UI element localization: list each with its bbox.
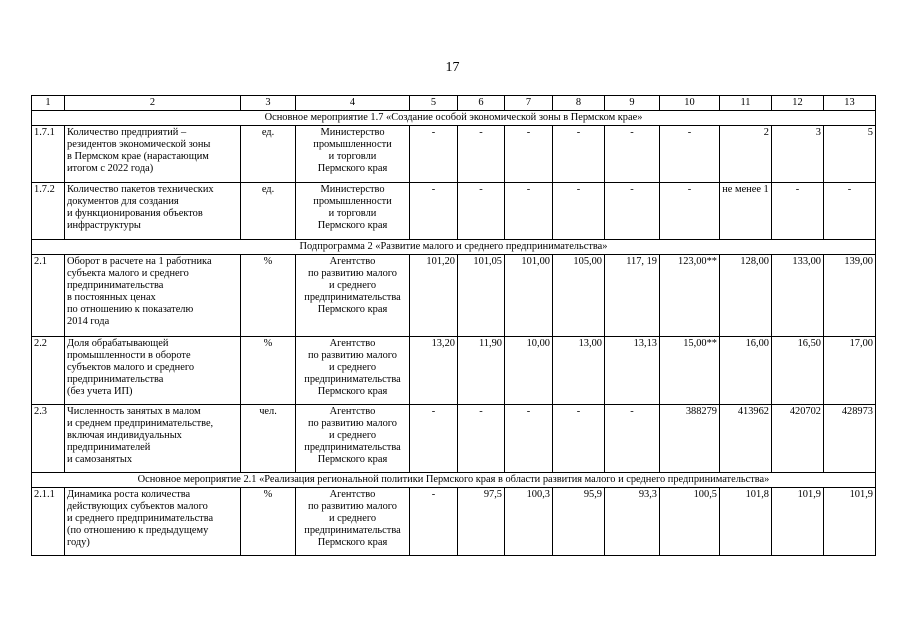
value-cell: - — [605, 126, 660, 183]
executor-line: предпринимательства — [304, 524, 401, 536]
executor-line: промышленности — [313, 138, 392, 150]
indicator-name-line: по отношению к показателю — [67, 303, 194, 315]
executor-line: промышленности — [313, 195, 392, 207]
executor-line: Министерство — [320, 127, 385, 138]
table-row — [32, 183, 876, 240]
executor-line: и среднего — [328, 279, 377, 291]
indicator-number: 1.7.1 — [32, 126, 65, 183]
value-cell: 13,13 — [605, 337, 660, 405]
executor-line: по развитию малого — [308, 349, 397, 361]
header-cell: 2 — [65, 96, 241, 111]
value-cell: 388279 — [660, 405, 720, 473]
value-cell: 3 — [772, 126, 824, 183]
indicator-name-line: резидентов экономической зоны — [67, 138, 211, 150]
indicator-name — [65, 255, 241, 337]
executor-line: Пермского края — [317, 219, 388, 231]
value-cell: 105,00 — [553, 255, 605, 337]
value-cell: 101,8 — [720, 488, 772, 556]
value-cell: - — [505, 126, 553, 183]
indicator-name-line: и среднего предпринимательства — [67, 512, 214, 524]
indicator-name-line: 2014 года — [67, 315, 110, 327]
executor-line: и среднего — [328, 512, 377, 524]
value-cell: 101,20 — [410, 255, 458, 337]
indicator-name-line: действующих субъектов малого — [67, 500, 208, 512]
indicator-name-line: включая индивидуальных — [67, 429, 182, 441]
indicator-name-line: промышленности в обороте — [67, 349, 191, 361]
value-cell: 100,3 — [505, 488, 553, 556]
executor-line: Агентство — [329, 256, 376, 267]
indicators-table — [31, 95, 876, 556]
value-cell: - — [824, 183, 876, 240]
unit-cell: чел. — [241, 405, 296, 473]
value-cell: 95,9 — [553, 488, 605, 556]
indicator-name — [65, 183, 241, 240]
indicator-name — [65, 405, 241, 473]
section-row — [32, 240, 876, 255]
value-cell: 101,05 — [458, 255, 505, 337]
value-cell: - — [505, 183, 553, 240]
executor-line: Агентство — [329, 338, 376, 349]
value-cell: 101,9 — [824, 488, 876, 556]
executor-line: по развитию малого — [308, 267, 397, 279]
header-cell: 1 — [32, 96, 65, 111]
value-cell: - — [660, 183, 720, 240]
table-row — [32, 405, 876, 473]
executor-line: по развитию малого — [308, 417, 397, 429]
value-cell: 128,00 — [720, 255, 772, 337]
value-cell: 133,00 — [772, 255, 824, 337]
executor-cell — [296, 183, 410, 240]
value-cell: 11,90 — [458, 337, 505, 405]
executor-cell — [296, 405, 410, 473]
executor-line: Пермского края — [317, 453, 388, 465]
indicator-name — [65, 337, 241, 405]
value-cell: 13,20 — [410, 337, 458, 405]
section-title: Основное мероприятие 1.7 «Создание особой экономической зоны в Пермском крае» — [32, 111, 876, 126]
executor-line: предпринимательства — [304, 291, 401, 303]
header-cell: 8 — [553, 96, 605, 111]
executor-line: Министерство — [320, 184, 385, 195]
section-row — [32, 111, 876, 126]
header-cell: 3 — [241, 96, 296, 111]
value-cell: 16,50 — [772, 337, 824, 405]
value-cell: - — [458, 126, 505, 183]
value-cell: 123,00** — [660, 255, 720, 337]
value-cell: - — [605, 183, 660, 240]
indicator-name-line: Динамика роста количества — [67, 489, 191, 500]
header-cell: 5 — [410, 96, 458, 111]
table-row — [32, 126, 876, 183]
executor-cell — [296, 126, 410, 183]
value-cell: - — [410, 183, 458, 240]
value-cell: 420702 — [772, 405, 824, 473]
value-cell: 428973 — [824, 405, 876, 473]
executor-line: предпринимательства — [304, 373, 401, 385]
value-cell: не менее 1 — [720, 183, 772, 240]
executor-line: и торговли — [328, 150, 377, 162]
indicator-name-line: Количество пакетов технических — [67, 184, 214, 195]
indicator-name-line: инфраструктуры — [67, 219, 141, 231]
executor-line: Пермского края — [317, 162, 388, 174]
section-row — [32, 473, 876, 488]
value-cell: 13,00 — [553, 337, 605, 405]
executor-line: и среднего — [328, 361, 377, 373]
executor-line: и торговли — [328, 207, 377, 219]
page-number: 17 — [445, 60, 460, 75]
indicator-name-line: субъекта малого и среднего — [67, 267, 189, 279]
indicator-name-line: предпринимательства — [67, 279, 164, 291]
value-cell: - — [553, 405, 605, 473]
header-row — [32, 96, 876, 111]
value-cell: 15,00** — [660, 337, 720, 405]
section-title: Основное мероприятие 2.1 «Реализация региональной политики Пермского края в области развития малого и среднего предпринимательства» — [32, 473, 876, 488]
unit-cell: ед. — [241, 183, 296, 240]
header-cell: 10 — [660, 96, 720, 111]
value-cell: 101,9 — [772, 488, 824, 556]
header-cell: 11 — [720, 96, 772, 111]
value-cell: 10,00 — [505, 337, 553, 405]
executor-line: и среднего — [328, 429, 377, 441]
section-title: Подпрограмма 2 «Развитие малого и среднего предпринимательства» — [32, 240, 876, 255]
value-cell: - — [458, 183, 505, 240]
value-cell: 16,00 — [720, 337, 772, 405]
value-cell: 117, 19 — [605, 255, 660, 337]
indicator-name-line: и среднем предпринимательстве, — [67, 417, 214, 429]
indicator-name-line: Оборот в расчете на 1 работника — [67, 256, 212, 267]
indicator-number: 2.3 — [32, 405, 65, 473]
table-row — [32, 255, 876, 337]
indicator-number: 2.1 — [32, 255, 65, 337]
header-cell: 9 — [605, 96, 660, 111]
indicator-number: 2.2 — [32, 337, 65, 405]
executor-line: Пермского края — [317, 536, 388, 548]
value-cell: - — [410, 126, 458, 183]
value-cell: - — [772, 183, 824, 240]
executor-cell — [296, 488, 410, 556]
executor-line: Агентство — [329, 406, 376, 417]
indicator-name-line: Доля обрабатывающей — [67, 338, 169, 349]
value-cell: - — [458, 405, 505, 473]
executor-line: Пермского края — [317, 385, 388, 397]
indicator-number: 1.7.2 — [32, 183, 65, 240]
indicator-name-line: предпринимательства — [67, 373, 164, 385]
executor-line: Агентство — [329, 489, 376, 500]
indicator-name-line: (без учета ИП) — [67, 385, 133, 397]
indicator-name-line: Количество предприятий – — [67, 127, 187, 138]
value-cell: 17,00 — [824, 337, 876, 405]
indicator-name-line: в постоянных ценах — [67, 291, 156, 303]
value-cell: 5 — [824, 126, 876, 183]
indicator-name-line: предпринимателей — [67, 441, 151, 453]
indicator-name-line: (по отношению к предыдущему — [67, 524, 209, 536]
value-cell: 93,3 — [605, 488, 660, 556]
value-cell: 101,00 — [505, 255, 553, 337]
executor-line: предпринимательства — [304, 441, 401, 453]
header-cell: 12 — [772, 96, 824, 111]
unit-cell: % — [241, 255, 296, 337]
indicator-name-line: Численность занятых в малом — [67, 406, 201, 417]
unit-cell: ед. — [241, 126, 296, 183]
header-cell: 4 — [296, 96, 410, 111]
value-cell: - — [410, 488, 458, 556]
value-cell: 97,5 — [458, 488, 505, 556]
indicator-name-line: итогом с 2022 года) — [67, 162, 154, 174]
value-cell: - — [410, 405, 458, 473]
indicator-name-line: документов для создания — [67, 195, 179, 207]
indicator-name-line: и функционирования объектов — [67, 207, 203, 219]
value-cell: - — [660, 126, 720, 183]
value-cell: 100,5 — [660, 488, 720, 556]
executor-cell — [296, 337, 410, 405]
executor-line: по развитию малого — [308, 500, 397, 512]
executor-line: Пермского края — [317, 303, 388, 315]
indicator-name — [65, 126, 241, 183]
value-cell: 139,00 — [824, 255, 876, 337]
value-cell: - — [505, 405, 553, 473]
value-cell: - — [605, 405, 660, 473]
value-cell: 2 — [720, 126, 772, 183]
header-cell: 7 — [505, 96, 553, 111]
value-cell: - — [553, 183, 605, 240]
table-row — [32, 488, 876, 556]
header-cell: 13 — [824, 96, 876, 111]
unit-cell: % — [241, 337, 296, 405]
value-cell: 413962 — [720, 405, 772, 473]
indicator-name-line: субъектов малого и среднего — [67, 361, 195, 373]
indicator-name-line: году) — [67, 536, 90, 548]
table-row — [32, 337, 876, 405]
indicator-number: 2.1.1 — [32, 488, 65, 556]
header-cell: 6 — [458, 96, 505, 111]
unit-cell: % — [241, 488, 296, 556]
indicator-name-line: и самозанятых — [67, 453, 133, 465]
indicator-name-line: в Пермском крае (нарастающим — [67, 150, 209, 162]
value-cell: - — [553, 126, 605, 183]
executor-cell — [296, 255, 410, 337]
indicator-name — [65, 488, 241, 556]
